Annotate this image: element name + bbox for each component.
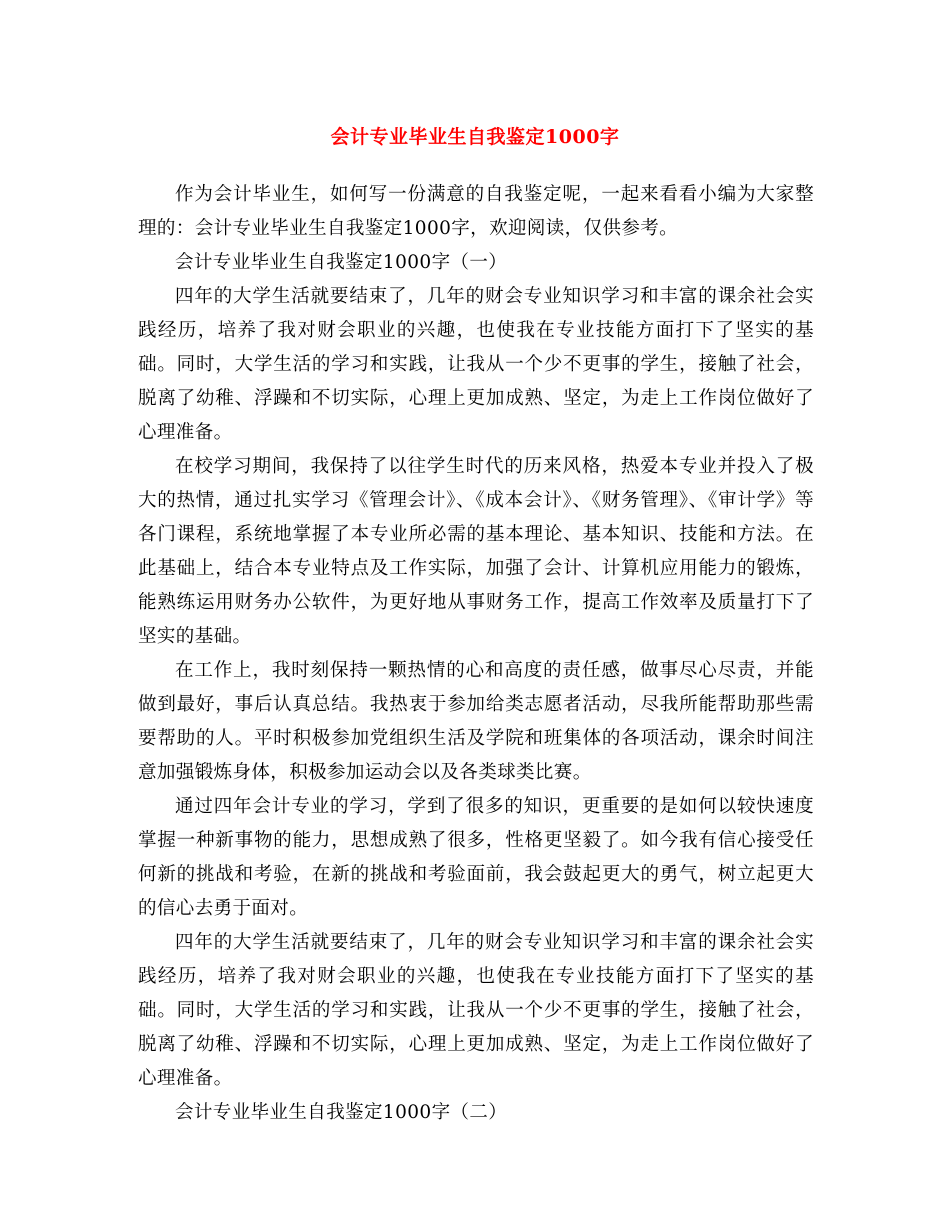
paragraph: 在工作上，我时刻保持一颗热情的心和高度的责任感，做事尽心尽责，并能做到最好，事后认真总结。我热衷于参加给类志愿者活动，尽我所能帮助那些需要帮助的人。平时积极参加党组织生活及学院和班集体的各项活动，课余时间注意加强锻炼身体，积极参加运动会以及各类球类比赛。 <box>138 660 814 783</box>
document-title: 会计专业毕业生自我鉴定1000字 <box>330 126 620 148</box>
paragraph: 四年的大学生活就要结束了，几年的财会专业知识学习和丰富的课余社会实践经历，培养了我对财会职业的兴趣，也使我在专业技能方面打下了坚实的基础。同时，大学生活的学习和实践，让我从一个少不更事的学生，接触了社会，脱离了幼稚、浮躁和不切实际，心理上更加成熟、坚定，为走上工作岗位做好了心理准备。 <box>138 286 814 443</box>
paragraph: 四年的大学生活就要结束了，几年的财会专业知识学习和丰富的课余社会实践经历，培养了我对财会职业的兴趣，也使我在专业技能方面打下了坚实的基础。同时，大学生活的学习和实践，让我从一个少不更事的学生，接触了社会，脱离了幼稚、浮躁和不切实际，心理上更加成熟、坚定，为走上工作岗位做好了心理准备。 <box>138 932 814 1089</box>
document-body <box>138 178 814 1130</box>
paragraph: 在校学习期间，我保持了以往学生时代的历来风格，热爱本专业并投入了极大的热情，通过扎实学习《管理会计》、《成本会计》、《财务管理》、《审计学》等各门课程，系统地掌握了本专业所必需的基本理论、基本知识、技能和方法。在此基础上，结合本专业特点及工作实际，加强了会计、计算机应用能力的锻炼，能熟练运用财务办公软件，为更好地从事财务工作，提高工作效率及质量打下了坚实的基础。 <box>138 456 814 647</box>
paragraph-intro: 作为会计毕业生，如何写一份满意的自我鉴定呢，一起来看看小编为大家整理的：会计专业毕业生自我鉴定1000字，欢迎阅读，仅供参考。 <box>138 184 814 239</box>
section-heading-1: 会计专业毕业生自我鉴定1000字（一） <box>175 252 508 273</box>
section-heading-2: 会计专业毕业生自我鉴定1000字（二） <box>175 1102 508 1123</box>
paragraph: 通过四年会计专业的学习，学到了很多的知识，更重要的是如何以较快速度掌握一种新事物的能力，思想成熟了很多，性格更坚毅了。如今我有信心接受任何新的挑战和考验，在新的挑战和考验面前，我会鼓起更大的勇气，树立起更大的信心去勇于面对。 <box>138 796 814 919</box>
